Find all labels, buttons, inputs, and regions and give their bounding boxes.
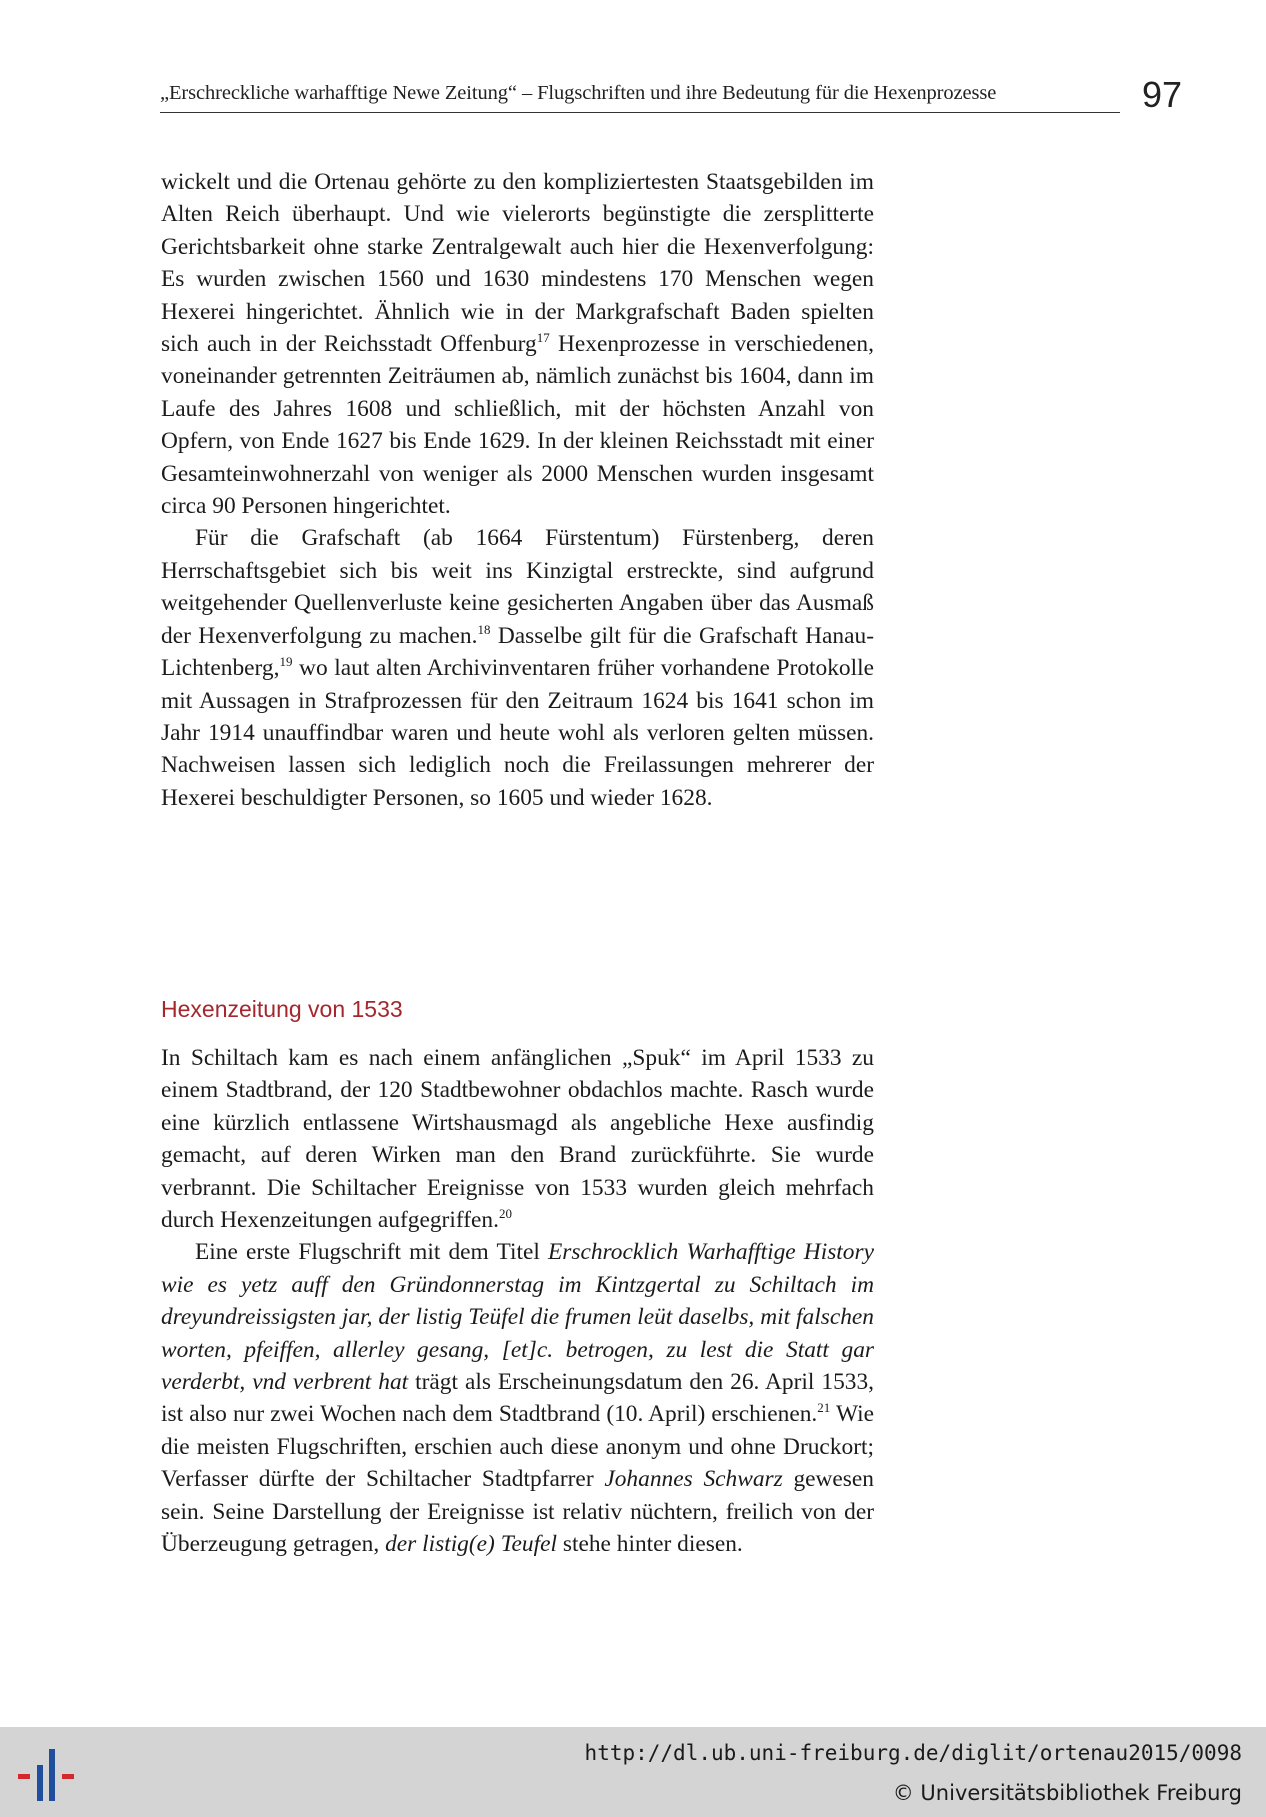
body-text-section-1 — [161, 166, 874, 814]
header-rule — [160, 112, 1120, 113]
footnote-ref-20[interactable]: 20 — [498, 1206, 512, 1222]
footer-copyright: © Universitätsbibliothek Freiburg — [892, 1781, 1242, 1805]
paragraph-2: Für die Grafschaft (ab 1664 Fürstentum) Fürstenberg, deren Herrschaftsgebiet sich bis weit ins Kinzigtal erstreckte, sind aufgrund weitgehender Quellenverluste keine gesicherten Angaben über das Ausmaß der Hexenverfolgung zu machen.$^{18}$ Dasselbe gilt für die Grafschaft Hanau-Lichtenberg,$^{19}$ wo laut alten Archivinventaren früher vorhandene Protokolle mit Aussagen in Strafprozessen für den Zeitraum 1624 bis 1641 schon im Jahr 1914 unauffindbar waren und heute wohl als verloren gelten müssen. Nachweisen lassen sich lediglich noch die Freilassungen mehrerer der Hexerei beschuldigter Personen, so 1605 und wieder 1628. — [161, 525, 874, 811]
paragraph-4: Eine erste Flugschrift mit dem Titel Erschrocklich Warhafftige History wie es yetz auff den Gründonnerstag im Kintzgertal zu Schiltach im dreyundreissigsten jar, der listig Teüfel die frumen leüt daselbs, mit falschen worten, pfeiffen, allerley gesang, [et]c. betrogen, zu lest die Statt gar verderbt, vnd verbrent hat trägt als Erscheinungsdatum den 26. April 1533, ist also nur zwei Wochen nach dem Stadtbrand (10. April) erschienen.$^{21}$ Wie die meisten Flugschriften, erschien auch diese anonym und ohne Druckort; Verfasser dürfte der Schiltacher Stadtpfarrer Johannes Schwarz gewesen sein. Seine Darstellung der Ereignisse ist relativ nüchtern, freilich von der Überzeugung getragen, der listig(e) Teufel stehe hinter diesen. — [161, 1239, 875, 1558]
running-head — [160, 80, 1120, 116]
footnote-ref-21[interactable]: 21 — [817, 1400, 831, 1416]
flugschrift-title: Erschrocklich Warhafftige History wie es yetz auff den Gründonnerstag im Kintzgertal zu Schiltach im dreyundreissigsten jar, der listig Teüfel die frumen leüt daselbs, mit falschen worten, pfeiffen, allerley gesang, [et]c. betrogen, zu lest die Statt gar verderbt, vnd verbrent hat — [161, 1239, 874, 1396]
quote-teufel: der listig(e) Teufel — [385, 1531, 558, 1558]
section-heading: Hexenzeitung von 1533 — [161, 996, 403, 1022]
page-number: 97 — [1142, 74, 1183, 115]
author-name: Johannes Schwarz — [604, 1466, 783, 1493]
body-text-section-2 — [161, 1042, 874, 1561]
footer-bar — [0, 1727, 1266, 1817]
footnote-ref-19[interactable]: 19 — [279, 654, 293, 670]
running-title: „Erschreckliche warhafftige Newe Zeitung“ – Flugschriften und ihre Bedeutung für die Hexenprozesse — [160, 82, 997, 104]
paragraph-1: wickelt und die Ortenau gehörte zu den kompliziertesten Staatsgebilden im Alten Reich überhaupt. Und wie vielerorts begünstigte die zersplitterte Gerichtsbarkeit ohne starke Zentralgewalt auch hier die Hexenverfolgung: Es wurden zwischen 1560 und 1630 mindestens 170 Menschen wegen Hexerei hingerichtet. Ähnlich wie in der Markgrafschaft Baden spielten sich auch in der Reichsstadt Offenburg$^{17}$ Hexenprozesse in verschiedenen, voneinander getrennten Zeiträumen ab, nämlich zunächst bis 1604, dann im Laufe des Jahres 1608 und schließlich, mit der höchsten Anzahl von Opfern, von Ende 1627 bis Ende 1629. In der kleinen Reichsstadt mit einer Gesamteinwohnerzahl von weniger als 2000 Menschen wurden insgesamt circa 90 Personen hingerichtet. — [161, 169, 874, 520]
paragraph-3: In Schiltach kam es nach einem anfänglichen „Spuk“ im April 1533 zu einem Stadtbrand, der 120 Stadtbewohner obdachlos machte. Rasch wurde eine kürzlich entlassene Wirtshausmagd als angebliche Hexe ausfindig gemacht, auf deren Wirken man den Brand zurückführte. Sie wurde verbrannt. Die Schiltacher Ereignisse von 1533 wurden gleich mehrfach durch Hexenzeitungen aufgegriffen.$^{20}$ — [161, 1045, 874, 1234]
footnote-ref-18[interactable]: 18 — [477, 621, 491, 637]
footer-url-link[interactable]: http://dl.ub.uni-freiburg.de/diglit/ortenau2015/0098 — [584, 1741, 1242, 1765]
ub-freiburg-logo-icon[interactable] — [16, 1741, 82, 1807]
footnote-ref-17[interactable]: 17 — [536, 330, 550, 346]
